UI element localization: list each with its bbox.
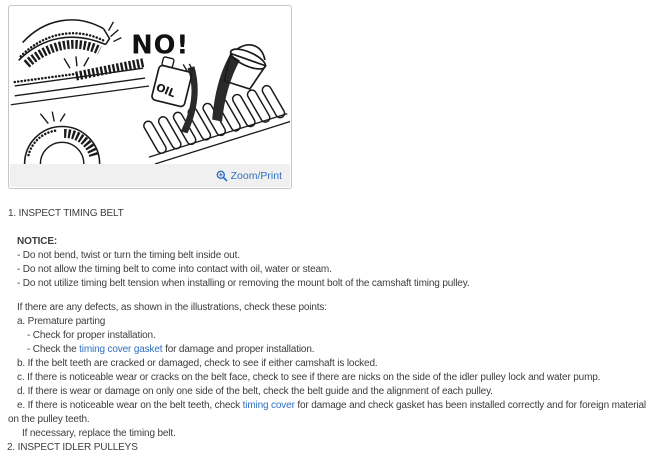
step2-title: 2. INSPECT IDLER PULLEYS [7,442,138,453]
point-e-pre: e. If there is noticeable wear on the belt teeth, check [17,400,243,411]
point-a-check2-pre: - Check the [27,344,80,355]
spark-marks-1 [109,22,122,42]
point-a-check1: - Check for proper installation. [27,330,156,341]
no-label: NO! [131,30,190,61]
point-a-check2-post: for damage and proper installation. [162,344,315,355]
figure-panel-footer [10,164,290,187]
notice-item: - Do not bend, twist or turn the timing belt inside out. [17,250,240,261]
spark-marks-3 [40,112,65,124]
spacer [0,221,650,235]
notice-item: - Do not allow the timing belt to come into contact with oil, water or steam. [17,264,332,275]
oil-label: OIL [154,80,178,101]
point-c: c. If there is noticeable wear or cracks on the belt face, check to see if there are nicks on the side of the idler pulley lock and water pump. [17,372,601,383]
point-b: b. If the belt teeth are cracked or damaged, check to see if either camshaft is locked. [17,358,378,369]
figure-panel [8,5,292,189]
zoom-print-link[interactable] [216,170,282,182]
point-a-label: a. Premature parting [17,316,106,327]
timing-belt-damage-illustration [10,7,290,164]
oil-can-icon [151,56,194,107]
replace-note: If necessary, replace the timing belt. [22,428,176,439]
defects-intro: If there are any defects, as shown in the illustrations, check these points: [17,302,327,313]
point-e-post: for damage and check gasket has been installed correctly and for foreign material on the pulley teeth. [8,400,646,425]
water-stream [212,54,240,121]
timing-cover-gasket-link[interactable]: timing cover gasket [79,344,163,355]
pulley-teeth-wear-drawing [25,112,100,164]
instructions [0,207,650,455]
magnifier-icon [216,170,228,182]
spark-marks-2 [64,56,89,68]
spacer [0,291,650,301]
point-a-check2 [27,343,650,357]
illustration-canvas [10,7,290,164]
belt-bend-drawing [19,20,122,64]
notice-heading: NOTICE: [17,236,58,247]
notice-item: - Do not utilize timing belt tension when installing or removing the mount bolt of the camshaft timing pulley. [17,278,470,289]
oil-stream [181,66,198,133]
step1-title: 1. INSPECT TIMING BELT [8,208,124,219]
point-e [8,399,650,427]
point-d: d. If there is wear or damage on only one side of the belt, check the belt guide and the alignment of each pulley. [17,386,493,397]
timing-cover-link[interactable]: timing cover [242,400,295,411]
zoom-print-label: Zoom/Print [230,169,282,182]
